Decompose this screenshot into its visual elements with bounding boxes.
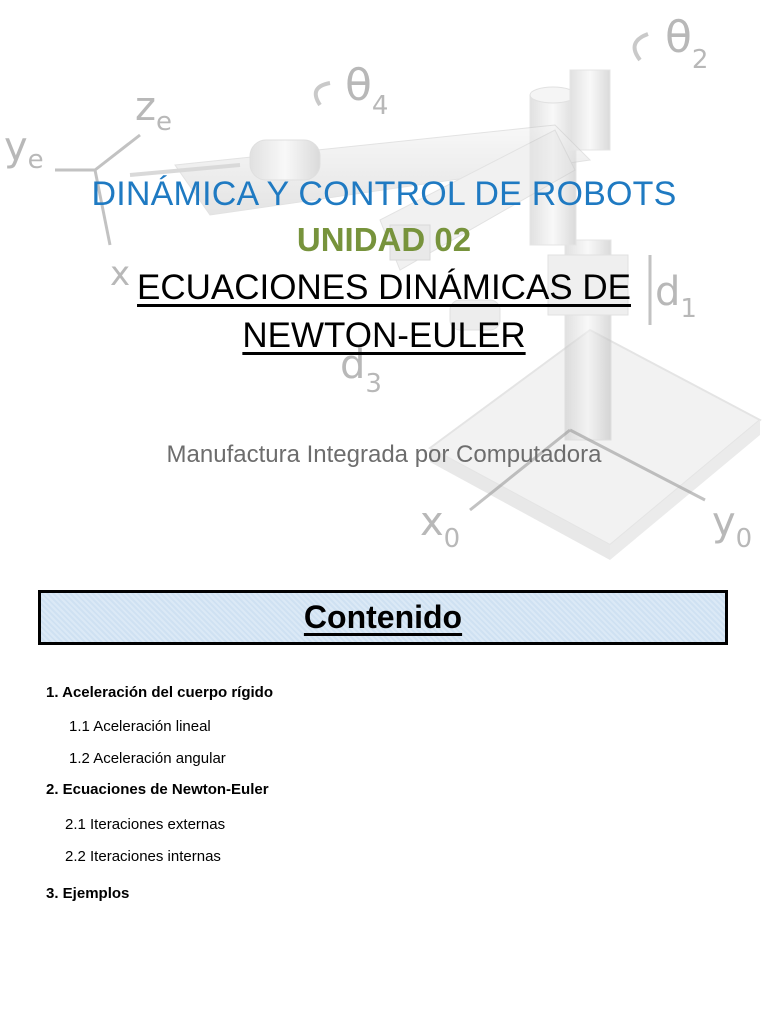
main-title: DINÁMICA Y CONTROL DE ROBOTS [91,175,677,213]
bg-label-ze: $z_e$ [135,84,172,137]
bg-label-theta4: $\theta_4$ [345,60,389,121]
subtitle-line-1: ECUACIONES DINÁMICAS DE [137,268,631,307]
toc-item-1: 1. Aceleración del cuerpo rígido [46,684,274,701]
bg-label-ye: $y_e$ [4,124,44,175]
bg-label-theta2: $\theta_2$ [665,12,709,75]
toc-item-2: 2. Ecuaciones de Newton-Euler [46,781,269,798]
theta2-rotation-arrow [635,34,648,60]
bg-label-d3: $d_3$ [340,342,382,399]
title-block [0,168,768,360]
unit-label: UNIDAD 02 [296,221,472,258]
subtitle-block [0,264,768,360]
bg-label-d1: $d_1$ [655,269,697,324]
toc-item-2-1: 2.1 Iteraciones externas [65,816,226,833]
subtitle-line-2: NEWTON-EULER [242,316,526,355]
toc-item-2-2: 2.2 Iteraciones internas [65,848,221,865]
course-name: Manufactura Integrada por Computadora [166,441,602,468]
toc-item-3: 3. Ejemplos [46,885,130,902]
bg-label-x: x [110,254,131,294]
contents-title: Contenido [303,599,463,635]
bg-label-y0: $y_0$ [712,499,753,554]
toc-item-1-2: 1.2 Aceleración angular [69,750,226,767]
toc-item-1-1: 1.1 Aceleración lineal [69,718,211,735]
bg-label-x0: $x_0$ [420,499,461,554]
theta4-rotation-arrow [316,83,330,105]
contents-header-box [38,590,728,645]
